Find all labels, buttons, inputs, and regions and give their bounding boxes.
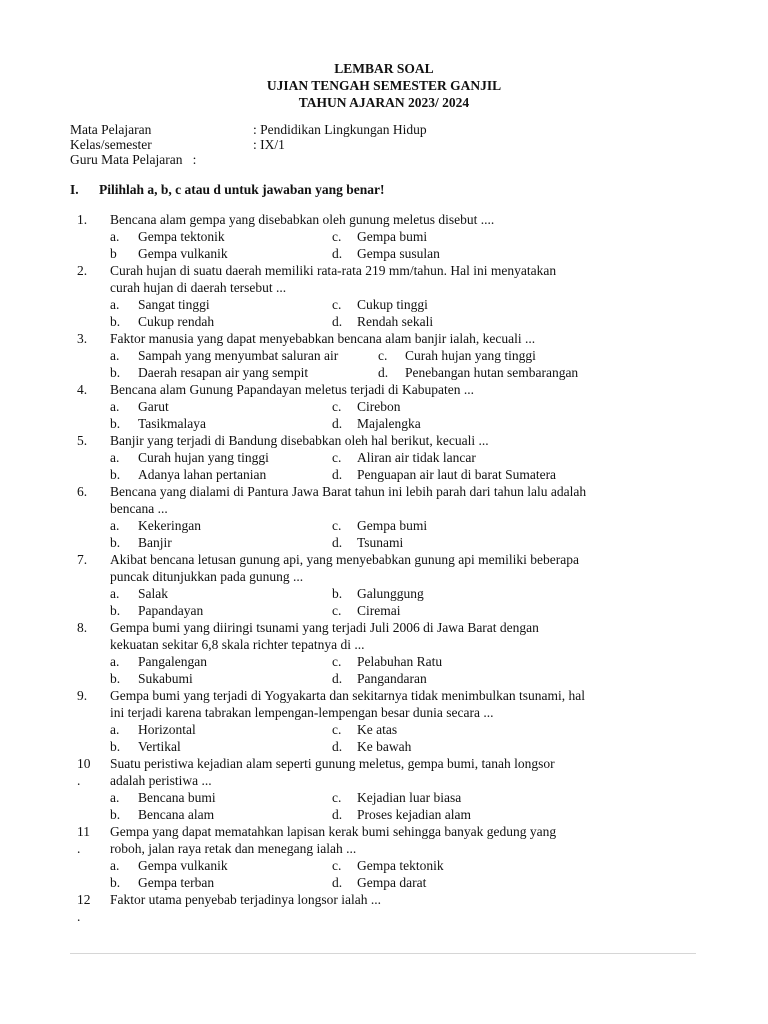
option-letter: c. [332,399,342,414]
question-item [70,432,670,483]
option-text: Penebangan hutan sembarangan [405,365,579,380]
option-letter: a. [110,348,120,363]
question-text: Curah hujan di suatu daerah memiliki rata-rata 219 mm/tahun. Hal ini menyatakan [110,263,557,278]
option-text: Galunggung [357,586,424,601]
option-text: Pangandaran [357,671,427,686]
header-title: LEMBAR SOAL [334,61,434,76]
teacher-value: : [192,152,197,167]
option-text: Banjir [138,535,172,550]
question-text: Faktor manusia yang dapat menyebabkan bencana alam banjir ialah, kecuali ... [110,331,536,346]
option-row [70,313,670,330]
question-text: ini terjadi karena tabrakan lempengan-lempengan besar dunia secara ... [110,705,494,720]
option-text: Pangalengan [138,654,207,669]
question-number: 1. [77,212,88,227]
question-number: . [77,773,81,788]
option-text: Papandayan [138,603,204,618]
exam-header [0,60,768,111]
option-letter: c. [332,790,342,805]
option-row [70,415,670,432]
option-row [70,721,670,738]
option-letter: d. [332,416,343,431]
page-divider [70,953,696,954]
question-line [70,211,670,228]
question-number: . [77,841,81,856]
option-text: Pelabuhan Ratu [357,654,443,669]
option-letter: d. [332,875,343,890]
question-number: 7. [77,552,88,567]
question-line [70,636,670,653]
question-number: 10 [77,756,91,771]
question-item [70,211,670,262]
option-row [70,602,670,619]
question-line [70,279,670,296]
option-text: Sangat tinggi [138,297,210,312]
question-text: Gempa yang dapat mematahkan lapisan kerak bumi sehingga banyak gedung yang [110,824,557,839]
option-row [70,517,670,534]
option-text: Sukabumi [138,671,193,686]
option-text: Bencana alam [138,807,215,822]
option-row [70,364,670,381]
question-text: Bencana yang dialami di Pantura Jawa Barat tahun ini lebih parah dari tahun lalu adalah [110,484,587,499]
question-line [70,908,670,925]
question-line [70,823,670,840]
option-letter: d. [332,739,343,754]
question-line [70,551,670,568]
question-item [70,823,670,891]
option-text: Gempa darat [357,875,427,890]
option-letter: c. [332,603,342,618]
teacher-label [70,152,196,167]
option-text: Gempa vulkanik [138,858,228,873]
option-text: Tsunami [357,535,404,550]
question-text: Bencana alam gempa yang disebabkan oleh gunung meletus disebut .... [110,212,495,227]
option-letter: a. [110,654,120,669]
option-letter: c. [332,858,342,873]
question-item [70,330,670,381]
class-label: Kelas/semester [70,137,152,152]
option-text: Majalengka [357,416,421,431]
question-line [70,755,670,772]
question-item [70,755,670,823]
option-letter: b. [110,467,121,482]
teacher-label-text: Guru Mata Pelajaran [70,152,183,167]
option-row [70,806,670,823]
question-number: 2. [77,263,88,278]
question-text: Faktor utama penyebab terjadinya longsor ialah ... [110,892,382,907]
option-text: Gempa bumi [357,518,428,533]
question-line [70,772,670,789]
question-text: Suatu peristiwa kejadian alam seperti gunung meletus, gempa bumi, tanah longsor [110,756,555,771]
question-number: 12 [77,892,91,907]
option-text: Gempa susulan [357,246,440,261]
option-row [70,466,670,483]
question-item [70,891,670,925]
option-row [70,653,670,670]
question-text: Gempa bumi yang terjadi di Yogyakarta dan sekitarnya tidak menimbulkan tsunami, hal [110,688,586,703]
question-text: adalah peristiwa ... [110,773,212,788]
option-letter: b. [110,365,121,380]
option-letter: a. [110,722,120,737]
subject-label: Mata Pelajaran [70,122,152,137]
option-text: Salak [138,586,168,601]
question-text: curah hujan di daerah tersebut ... [110,280,287,295]
option-text: Cirebon [357,399,401,414]
question-number: 8. [77,620,88,635]
option-text: Garut [138,399,169,414]
question-text: bencana ... [110,501,168,516]
question-line [70,891,670,908]
section-number: I. [70,182,79,197]
question-number: 6. [77,484,88,499]
option-text: Curah hujan yang tinggi [138,450,269,465]
option-row [70,347,670,364]
question-text: Banjir yang terjadi di Bandung disebabkan oleh hal berikut, kecuali ... [110,433,489,448]
header-exam-name: UJIAN TENGAH SEMESTER GANJIL [266,78,502,93]
option-letter: a. [110,399,120,414]
option-letter: b. [110,807,121,822]
option-text: Gempa terban [138,875,215,890]
question-text: kekuatan sekitar 6,8 skala richter tepatnya di ... [110,637,365,652]
question-line [70,704,670,721]
question-text: Gempa bumi yang diiringi tsunami yang terjadi Juli 2006 di Jawa Barat dengan [110,620,539,635]
option-letter: d. [378,365,389,380]
question-list [70,211,670,925]
option-letter: d. [332,807,343,822]
option-letter: c. [332,297,342,312]
question-line [70,381,670,398]
question-text: Bencana alam Gunung Papandayan meletus terjadi di Kabupaten ... [110,382,475,397]
option-text: Cukup tinggi [357,297,428,312]
option-letter: b [110,246,117,261]
option-text: Tasikmalaya [138,416,207,431]
option-letter: c. [332,722,342,737]
option-text: Ciremai [357,603,401,618]
option-row [70,296,670,313]
option-row [70,857,670,874]
question-number: 3. [77,331,88,346]
option-text: Proses kejadian alam [357,807,471,822]
option-letter: c. [332,450,342,465]
option-row [70,398,670,415]
option-text: Gempa tektonik [357,858,444,873]
option-text: Rendah sekali [357,314,434,329]
option-text: Horizontal [138,722,196,737]
question-item [70,551,670,619]
option-letter: c. [332,654,342,669]
question-line [70,330,670,347]
question-text: puncak ditunjukkan pada gunung ... [110,569,304,584]
question-item [70,619,670,687]
question-number: 4. [77,382,88,397]
option-letter: a. [110,586,120,601]
option-letter: b. [332,586,343,601]
subject-value: : Pendidikan Lingkungan Hidup [253,122,427,137]
option-row [70,228,670,245]
option-text: Sampah yang menyumbat saluran air [138,348,339,363]
option-text: Daerah resapan air yang sempit [138,365,309,380]
option-letter: c. [332,229,342,244]
option-letter: a. [110,450,120,465]
option-letter: a. [110,858,120,873]
option-row [70,874,670,891]
section-instruction: Pilihlah a, b, c atau d untuk jawaban yang benar! [99,182,385,197]
option-text: Cukup rendah [138,314,215,329]
option-letter: c. [332,518,342,533]
option-text: Aliran air tidak lancar [357,450,476,465]
option-letter: c. [378,348,388,363]
option-letter: b. [110,671,121,686]
option-letter: d. [332,467,343,482]
option-text: Adanya lahan pertanian [138,467,267,482]
option-text: Kejadian luar biasa [357,790,462,805]
option-letter: b. [110,739,121,754]
option-letter: d. [332,671,343,686]
option-text: Ke bawah [357,739,412,754]
class-value: : IX/1 [253,137,285,152]
question-number: . [77,909,81,924]
option-letter: a. [110,518,120,533]
question-text: Akibat bencana letusan gunung api, yang menyebabkan gunung api memiliki beberapa [110,552,579,567]
question-item [70,687,670,755]
option-letter: b. [110,603,121,618]
question-line [70,432,670,449]
question-line [70,840,670,857]
option-row [70,585,670,602]
question-line [70,500,670,517]
option-letter: a. [110,790,120,805]
option-text: Ke atas [357,722,398,737]
option-row [70,245,670,262]
option-row [70,670,670,687]
option-text: Penguapan air laut di barat Sumatera [357,467,557,482]
question-text: roboh, jalan raya retak dan menegang ialah ... [110,841,357,856]
question-line [70,568,670,585]
option-letter: a. [110,297,120,312]
option-letter: d. [332,246,343,261]
option-letter: b. [110,416,121,431]
option-text: Kekeringan [138,518,201,533]
option-letter: a. [110,229,120,244]
question-line [70,619,670,636]
question-line [70,687,670,704]
option-row [70,534,670,551]
question-number: 9. [77,688,88,703]
option-letter: b. [110,314,121,329]
question-item [70,381,670,432]
option-row [70,449,670,466]
option-row [70,789,670,806]
option-text: Gempa tektonik [138,229,225,244]
header-school-year: TAHUN AJARAN 2023/ 2024 [298,95,470,110]
option-letter: b. [110,875,121,890]
question-line [70,262,670,279]
option-text: Gempa vulkanik [138,246,228,261]
option-letter: d. [332,314,343,329]
question-line [70,483,670,500]
question-item [70,262,670,330]
option-text: Vertikal [138,739,181,754]
option-text: Gempa bumi [357,229,428,244]
question-item [70,483,670,551]
option-letter: b. [110,535,121,550]
option-text: Curah hujan yang tinggi [405,348,536,363]
option-letter: d. [332,535,343,550]
question-number: 11 [77,824,90,839]
option-text: Bencana bumi [138,790,216,805]
question-number: 5. [77,433,88,448]
option-row [70,738,670,755]
